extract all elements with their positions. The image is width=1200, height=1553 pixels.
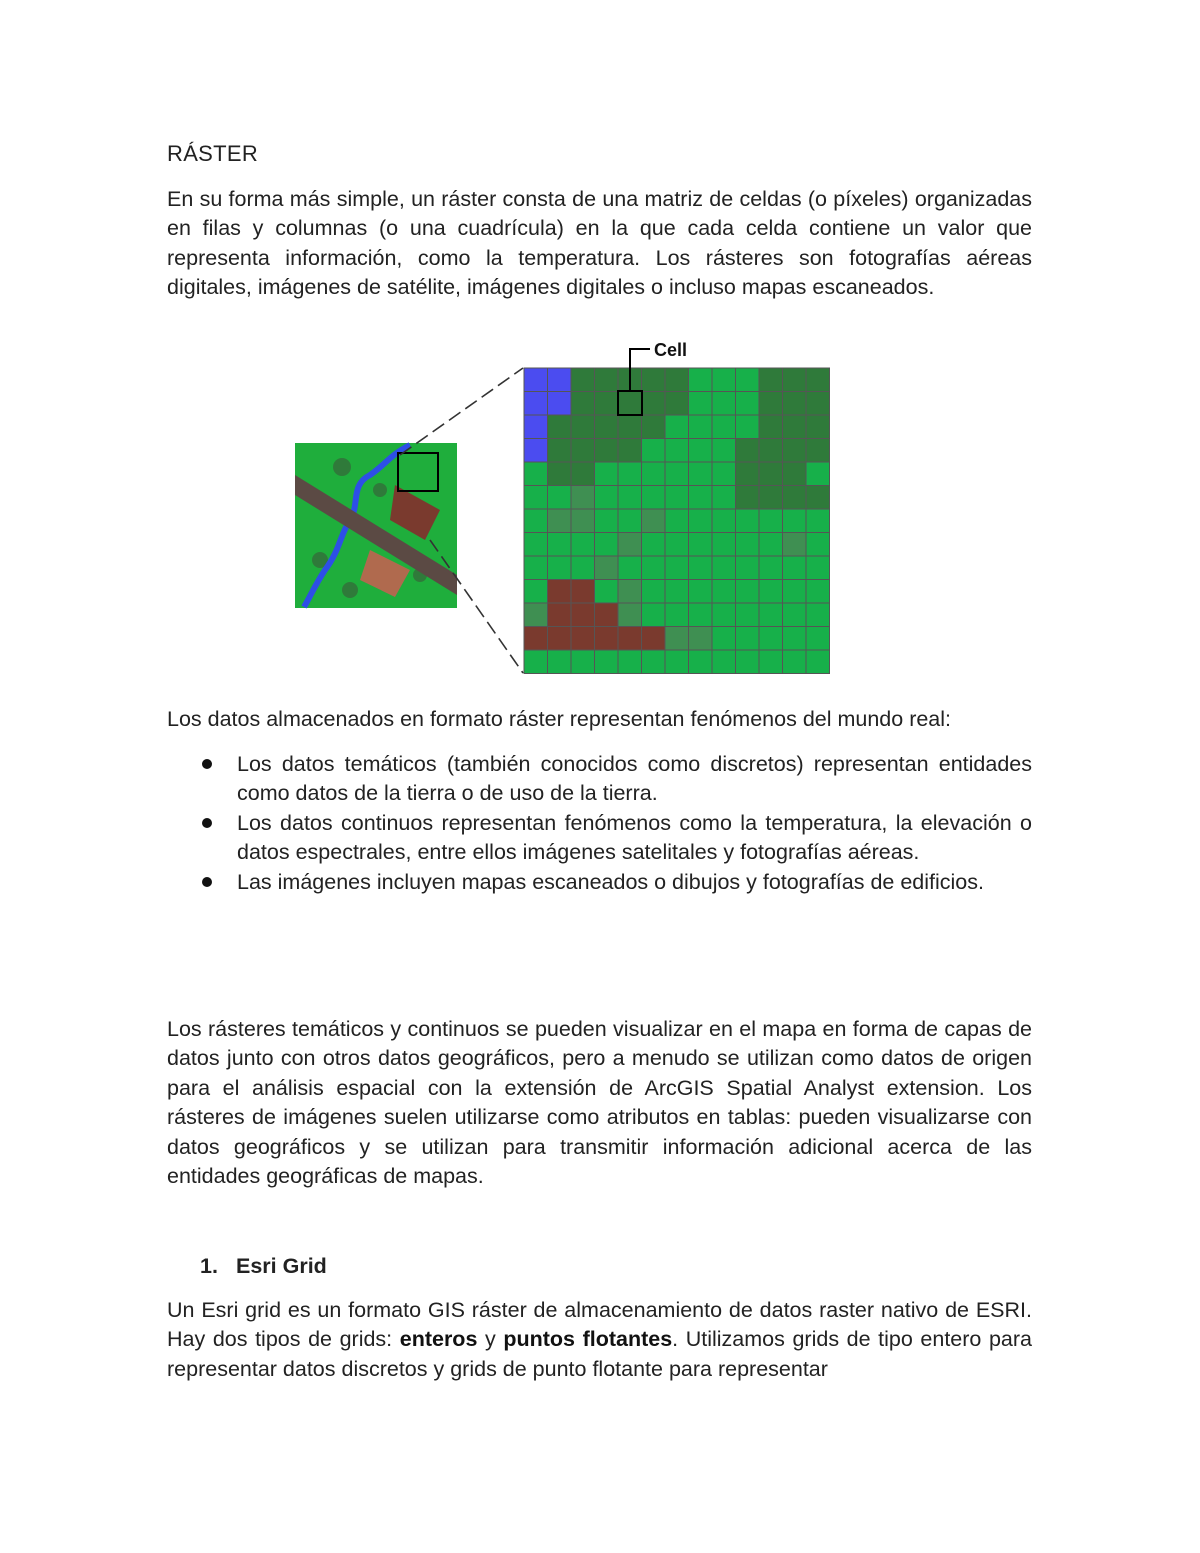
grid-cell xyxy=(783,603,807,627)
grid-cell xyxy=(524,556,548,580)
grid-cell xyxy=(665,486,689,510)
grid-cell xyxy=(783,486,807,510)
grid-cell xyxy=(783,627,807,651)
bullet-item: Los datos temáticos (también conocidos como discretos) representan entidades como datos de la tierra o de uso de la tierra. xyxy=(167,750,1032,809)
grid-cell xyxy=(665,580,689,604)
grid-cell xyxy=(642,580,666,604)
grid-cell xyxy=(759,462,783,486)
grid-cell xyxy=(759,556,783,580)
grid-cell xyxy=(712,462,736,486)
grid-cell xyxy=(618,392,642,416)
grid-cell xyxy=(736,486,760,510)
grid-cell xyxy=(783,462,807,486)
grid-cell xyxy=(665,392,689,416)
grid-cell xyxy=(736,650,760,674)
grid-cell xyxy=(618,603,642,627)
bullet-icon xyxy=(202,877,212,887)
grid-cell xyxy=(736,627,760,651)
grid-cell xyxy=(689,603,713,627)
grid-cell xyxy=(759,603,783,627)
grid-cell xyxy=(571,556,595,580)
grid-cell xyxy=(595,556,619,580)
grid-cell xyxy=(548,462,572,486)
term-enteros: enteros xyxy=(399,1327,478,1352)
grid-cell xyxy=(595,368,619,392)
section-heading xyxy=(200,1252,327,1281)
grid-cell xyxy=(642,368,666,392)
grid-cell xyxy=(524,509,548,533)
grid-cell xyxy=(548,603,572,627)
grid-cell xyxy=(759,439,783,463)
grid-cell xyxy=(665,439,689,463)
grid-cell xyxy=(806,486,830,510)
grid-cell xyxy=(712,415,736,439)
section-title: Esri Grid xyxy=(236,1254,327,1278)
grid-cell xyxy=(806,580,830,604)
grid-cell xyxy=(689,368,713,392)
land-use-map xyxy=(295,443,457,608)
grid-cell xyxy=(665,462,689,486)
bullet-icon xyxy=(202,818,212,828)
esri-grid-paragraph: Un Esri grid es un formato GIS ráster de almacenamiento de datos raster nativo de ESRI. Hay dos tipos de grids: enteros y puntos flotantes. Utilizamos grids de tipo entero para representar datos discretos y grids de punto flotante para representar xyxy=(167,1298,1032,1381)
grid-cell xyxy=(806,650,830,674)
grid-cell xyxy=(806,392,830,416)
grid-cell xyxy=(571,486,595,510)
grid-cell xyxy=(689,556,713,580)
grid-cell xyxy=(548,650,572,674)
grid-cell xyxy=(524,650,548,674)
grid-cell xyxy=(595,650,619,674)
grid-cell xyxy=(642,462,666,486)
real-world-intro: Los datos almacenados en formato ráster representan fenómenos del mundo real: xyxy=(167,707,952,731)
grid-cell xyxy=(571,462,595,486)
grid-cell xyxy=(736,509,760,533)
grid-cell xyxy=(689,533,713,557)
grid-cell xyxy=(548,627,572,651)
grid-cell xyxy=(595,603,619,627)
grid-cell xyxy=(712,650,736,674)
bullet-icon xyxy=(202,759,212,769)
grid-cell xyxy=(712,392,736,416)
grid-cell xyxy=(712,509,736,533)
grid-cell xyxy=(524,415,548,439)
grid-cell xyxy=(571,603,595,627)
grid-cell xyxy=(595,415,619,439)
grid-cell xyxy=(806,439,830,463)
grid-cell xyxy=(618,486,642,510)
grid-cell xyxy=(712,368,736,392)
grid-cell xyxy=(524,533,548,557)
bullet-item: Los datos continuos representan fenómenos como la temperatura, la elevación o datos espectrales, entre ellos imágenes satelitales y fotografías aéreas. xyxy=(167,809,1032,868)
grid-cell xyxy=(736,462,760,486)
grid-cell xyxy=(806,462,830,486)
grid-cell xyxy=(665,556,689,580)
grid-cell xyxy=(642,627,666,651)
grid-cell xyxy=(689,580,713,604)
raster-grid xyxy=(524,368,830,674)
grid-cell xyxy=(618,556,642,580)
grid-cell xyxy=(759,650,783,674)
grid-cell xyxy=(783,439,807,463)
grid-cell xyxy=(806,603,830,627)
grid-cell xyxy=(736,368,760,392)
grid-cell xyxy=(712,603,736,627)
grid-cell xyxy=(642,509,666,533)
grid-cell xyxy=(689,439,713,463)
grid-cell xyxy=(783,556,807,580)
grid-cell xyxy=(783,415,807,439)
grid-cell xyxy=(642,533,666,557)
visualization-paragraph: Los rásteres temáticos y continuos se pueden visualizar en el mapa en forma de capas de datos junto con otros datos geográficos, pero a menudo se utilizan como datos de origen para el análisis espacial con la extensión de ArcGIS Spatial Analyst extension. Los rásteres de imágenes suelen utilizarse como atributos en tablas: pueden visualizarse con datos geográficos y se utilizan para transmitir información adicional acerca de las entidades geográficas de mapas. xyxy=(167,1017,1032,1189)
grid-cell xyxy=(759,415,783,439)
grid-cell xyxy=(806,533,830,557)
grid-cell xyxy=(689,392,713,416)
grid-cell xyxy=(783,392,807,416)
connector-top xyxy=(400,368,523,455)
grid-cell xyxy=(595,486,619,510)
grid-cell xyxy=(642,556,666,580)
grid-cell xyxy=(548,415,572,439)
grid-cell xyxy=(642,415,666,439)
grid-cell xyxy=(524,439,548,463)
grid-cell xyxy=(783,509,807,533)
raster-cell-figure xyxy=(290,335,850,680)
grid-cell xyxy=(595,392,619,416)
grid-cell xyxy=(548,368,572,392)
grid-cell xyxy=(736,580,760,604)
grid-cell xyxy=(689,415,713,439)
grid-cell xyxy=(736,556,760,580)
grid-cell xyxy=(571,580,595,604)
grid-cell xyxy=(595,462,619,486)
grid-cell xyxy=(665,368,689,392)
grid-cell xyxy=(665,533,689,557)
grid-cell xyxy=(618,462,642,486)
grid-cell xyxy=(806,415,830,439)
grid-cell xyxy=(548,556,572,580)
grid-cell xyxy=(524,580,548,604)
grid-cell xyxy=(571,392,595,416)
grid-cell xyxy=(618,580,642,604)
grid-cell xyxy=(736,392,760,416)
grid-cell xyxy=(642,486,666,510)
grid-cell xyxy=(665,627,689,651)
grid-cell xyxy=(548,392,572,416)
grid-cell xyxy=(759,580,783,604)
grid-cell xyxy=(806,556,830,580)
grid-cell xyxy=(712,627,736,651)
grid-cell xyxy=(806,627,830,651)
grid-cell xyxy=(571,509,595,533)
grid-cell xyxy=(783,650,807,674)
intro-paragraph: En su forma más simple, un ráster consta de una matriz de celdas (o píxeles) organizadas en filas y columnas (o una cuadrícula) en la que cada celda contiene un valor que representa información, como la temperatura. Los rásteres son fotografías aéreas digitales, imágenes de satélite, imágenes digitales o incluso mapas escaneados. xyxy=(167,187,1032,300)
grid-cell xyxy=(642,650,666,674)
grid-cell xyxy=(595,627,619,651)
grid-cell xyxy=(736,603,760,627)
grid-cell xyxy=(736,533,760,557)
grid-cell xyxy=(665,603,689,627)
grid-cell xyxy=(712,556,736,580)
grid-cell xyxy=(548,509,572,533)
page-title: RÁSTER xyxy=(167,141,259,166)
grid-cell xyxy=(571,650,595,674)
grid-cell xyxy=(571,439,595,463)
grid-cell xyxy=(618,439,642,463)
grid-cell xyxy=(524,603,548,627)
bullet-list xyxy=(167,750,1032,897)
grid-cell xyxy=(642,603,666,627)
grid-cell xyxy=(689,486,713,510)
grid-cell xyxy=(618,509,642,533)
grid-cell xyxy=(571,533,595,557)
grid-cell xyxy=(618,533,642,557)
grid-cell xyxy=(595,533,619,557)
grid-cell xyxy=(712,486,736,510)
grid-cell xyxy=(548,486,572,510)
grid-cell xyxy=(689,509,713,533)
grid-cell xyxy=(524,627,548,651)
grid-cell xyxy=(759,486,783,510)
grid-cell xyxy=(712,533,736,557)
grid-cell xyxy=(783,580,807,604)
grid-cell xyxy=(783,368,807,392)
grid-cell xyxy=(806,509,830,533)
grid-cell xyxy=(759,533,783,557)
grid-cell xyxy=(689,462,713,486)
grid-cell xyxy=(712,439,736,463)
grid-cell xyxy=(665,650,689,674)
grid-cell xyxy=(759,627,783,651)
grid-cell xyxy=(618,650,642,674)
grid-cell xyxy=(524,368,548,392)
grid-cell xyxy=(759,368,783,392)
grid-cell xyxy=(665,509,689,533)
cell-label: Cell xyxy=(654,340,688,360)
grid-cell xyxy=(524,462,548,486)
grid-cell xyxy=(571,415,595,439)
grid-cell xyxy=(759,509,783,533)
grid-cell xyxy=(595,439,619,463)
section-number: 1. xyxy=(200,1254,218,1278)
grid-cell xyxy=(642,439,666,463)
grid-cell xyxy=(618,415,642,439)
grid-cell xyxy=(571,368,595,392)
grid-cell xyxy=(548,439,572,463)
grid-cell xyxy=(806,368,830,392)
bullet-item: Las imágenes incluyen mapas escaneados o dibujos y fotografías de edificios. xyxy=(167,868,1032,897)
grid-cell xyxy=(736,415,760,439)
grid-cell xyxy=(595,509,619,533)
grid-cell xyxy=(548,580,572,604)
grid-cell xyxy=(736,439,760,463)
grid-cell xyxy=(689,650,713,674)
grid-cell xyxy=(712,580,736,604)
grid-cell xyxy=(571,627,595,651)
grid-cell xyxy=(618,627,642,651)
grid-cell xyxy=(595,580,619,604)
grid-cell xyxy=(524,486,548,510)
grid-cell xyxy=(665,415,689,439)
grid-cell xyxy=(524,392,548,416)
grid-cell xyxy=(642,392,666,416)
grid-cell xyxy=(783,533,807,557)
term-puntos-flotantes: puntos flotantes xyxy=(503,1327,673,1352)
grid-cell xyxy=(548,533,572,557)
grid-cell xyxy=(689,627,713,651)
grid-cell xyxy=(759,392,783,416)
